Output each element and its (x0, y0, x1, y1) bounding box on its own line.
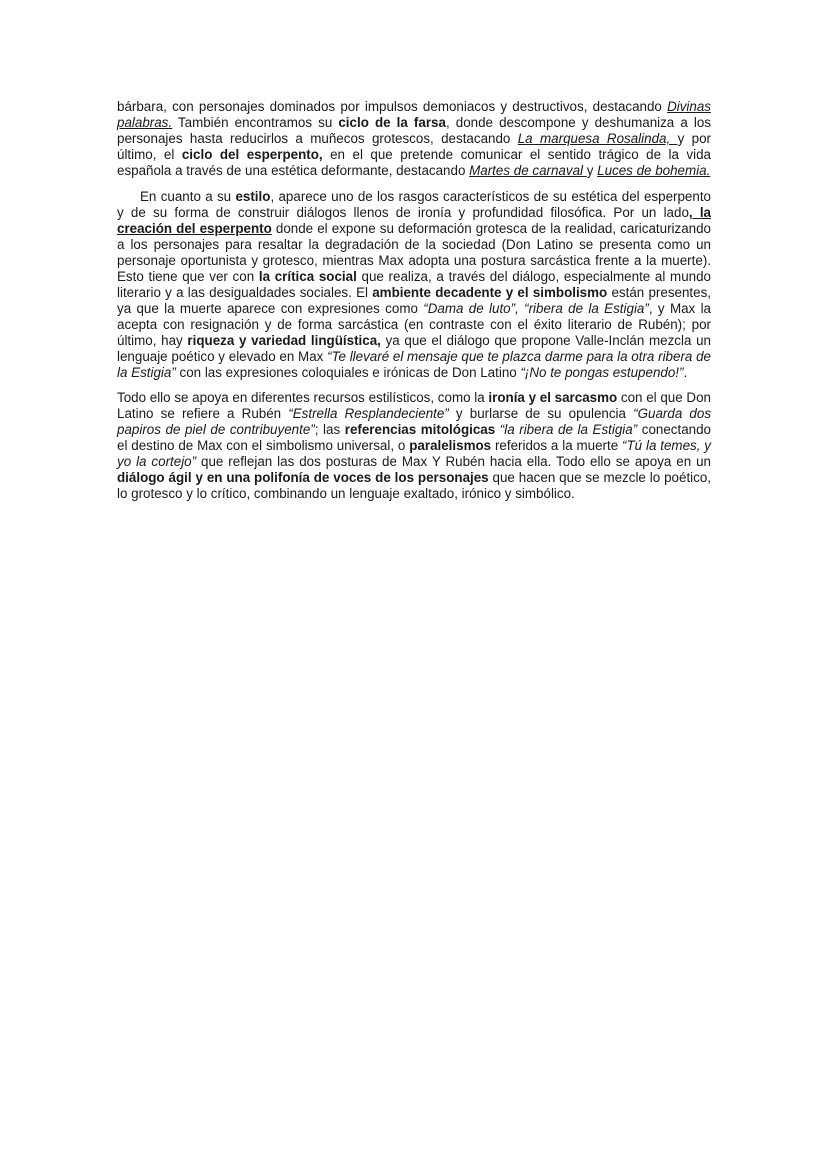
text-run: y (586, 163, 598, 178)
quote-ribera-estigia: “la ribera de la Estigia” (499, 422, 638, 437)
key-term-estilo: estilo (235, 189, 271, 204)
key-term-critica-social: la crítica social (258, 269, 357, 284)
text-run: que reflejan las dos posturas de Max Y Rubén hacia ella. Todo ello se apoya en un (196, 454, 712, 469)
paragraph-resources (117, 390, 711, 502)
key-term-dialogo-agil: diálogo ágil y en una polifonía de voces de los personajes (117, 470, 489, 485)
key-term-ironia-sarcasmo: ironía y el sarcasmo (488, 390, 618, 405)
paragraph-style (117, 189, 711, 381)
text-run: con las expresiones coloquiales e irónicas de Don Latino (175, 365, 521, 380)
text-run: ; las (314, 422, 345, 437)
document-page (117, 99, 711, 502)
key-term-riqueza-linguistica: riqueza y variedad lingüística, (187, 333, 381, 348)
work-title-luces-bohemia: Luces de bohemia. (597, 163, 711, 178)
key-term-ciclo-farsa: ciclo de la farsa (338, 115, 446, 130)
key-term-referencias-mitologicas: referencias mitológicas (344, 422, 496, 437)
text-run: que hacen que se mezcle lo poético, lo grotesco y lo crítico, combinando un lenguaje exaltado, irónico y simbólico. (117, 470, 711, 501)
key-term-creacion-esperpento: , la creación del esperpento (117, 205, 712, 236)
quote-guarda-dos-papiros: “Guarda dos papiros de piel de contribuyente” (117, 406, 712, 437)
text-run: y burlarse de su opulencia (448, 406, 634, 421)
text-run: que realiza, a través del diálogo, especialmente al mundo literario y a las desigualdades sociales. El (117, 269, 711, 300)
quote-estrella-resplandeciente: “Estrella Resplandeciente” (288, 406, 449, 421)
key-term-ciclo-esperpento: ciclo del esperpento, (181, 147, 323, 162)
quote-tu-la-temes: “Tú la temes, y yo la cortejo” (117, 438, 711, 469)
text-run: Todo ello se apoya en diferentes recursos estilísticos, como la (117, 390, 489, 405)
text-run: , donde descompone y deshumaniza a los personajes hasta reducirlos a muñecos grotescos, destacando (117, 115, 711, 146)
paragraph-cycles (117, 99, 711, 179)
text-run: En cuanto a su (140, 189, 236, 204)
text-run: , aparece uno de los rasgos característicos de su estética del esperpento y de su forma de construir diálogos llenos de ironía y profundidad filosófica. Por un lado (117, 189, 711, 220)
text-run: están presentes, ya que la muerte aparece con expresiones como (117, 285, 711, 316)
text-run: También encontramos su (172, 115, 339, 130)
quote-no-te-pongas: “¡No te pongas estupendo!” (520, 365, 684, 380)
text-run: bárbara, con personajes dominados por impulsos demoniacos y destructivos, destacando (117, 99, 668, 114)
text-run: y por último, el (117, 131, 712, 162)
text-run: referidos a la muerte (491, 438, 623, 453)
quote-te-llevare: “Te llevaré el mensaje que te plazca darme para la otra ribera de la Estigia” (117, 349, 711, 380)
text-run: con el que Don Latino se refiere a Rubén (117, 390, 711, 421)
text-run: conectando el destino de Max con el simbolismo universal, o (117, 422, 712, 453)
work-title-marquesa-rosalinda: La marquesa Rosalinda, (517, 131, 678, 146)
text-run: , y Max la acepta con resignación y de forma sarcástica (en contraste con el éxito literario de Rubén); por último, hay (117, 301, 712, 348)
key-term-paralelismos: paralelismos (409, 438, 492, 453)
text-run: en el que pretende comunicar el sentido trágico de la vida española a través de una estética deformante, destacando (117, 147, 711, 178)
text-run: donde el expone su deformación grotesca de la realidad, caricaturizando a los personajes para resaltar la degradación de la sociedad (Don Latino se presenta como un personaje oportunista y grotesco, mientras Max adopta una postura sarcástica frente a la muerte). Esto tiene que ver con (117, 221, 711, 284)
work-title-divinas-palabras: Divinas palabras. (117, 99, 711, 130)
work-title-martes-carnaval: Martes de carnaval (469, 163, 587, 178)
text-run: ya que el diálogo que propone Valle-Inclán mezcla un lenguaje poético y elevado en Max (117, 333, 711, 364)
key-term-ambiente-decadente: ambiente decadente y el simbolismo (372, 285, 608, 300)
text-run: . (683, 365, 688, 380)
quote-dama-de-luto: “Dama de luto”, “ribera de la Estigia” (423, 301, 649, 316)
